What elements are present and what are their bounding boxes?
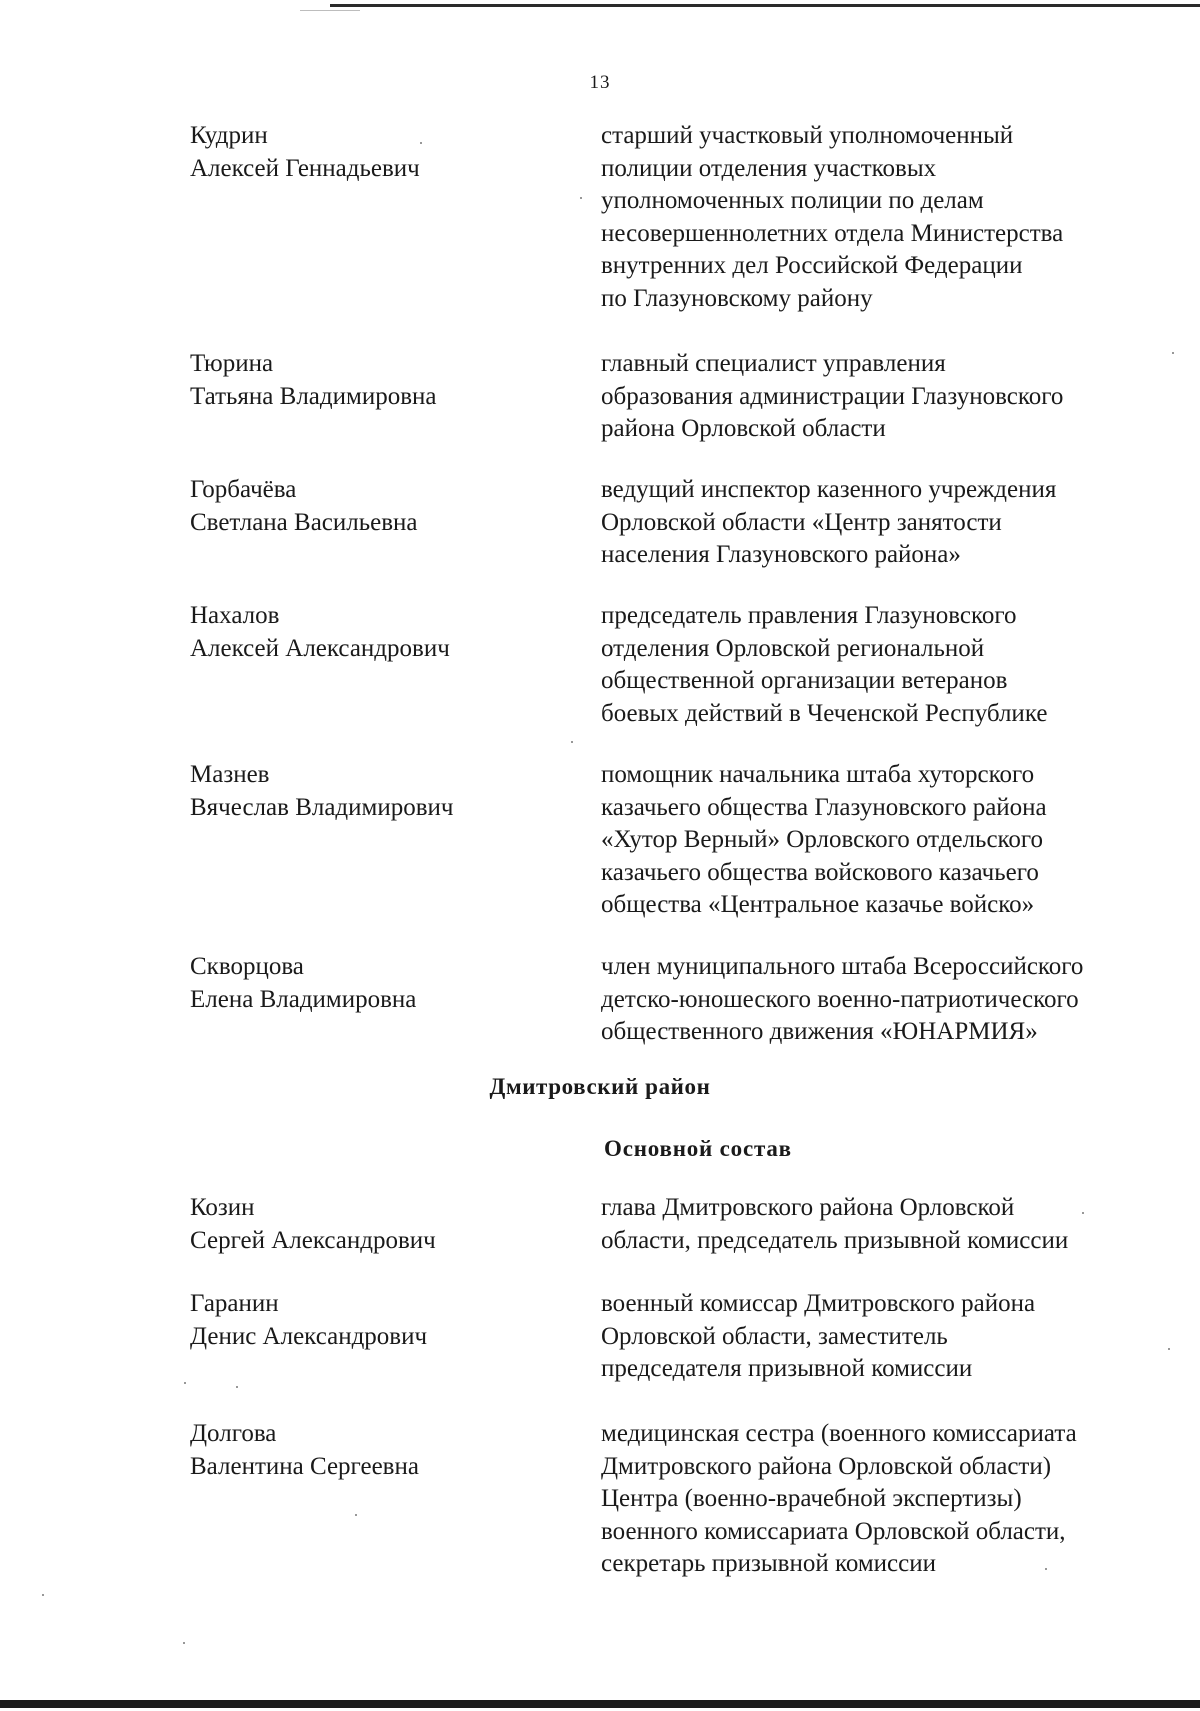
member-name xyxy=(190,951,570,1016)
member-name xyxy=(190,1418,570,1483)
scan-speck xyxy=(580,197,582,199)
role-line: глава Дмитровского района Орловской xyxy=(601,1194,1015,1221)
member-role xyxy=(601,759,1181,922)
member-surname: Гаранин xyxy=(190,1290,279,1317)
role-line: боевых действий в Чеченской Республике xyxy=(601,699,1048,727)
page-number: 13 xyxy=(589,72,611,93)
member-surname: Тюрина xyxy=(190,350,274,377)
role-line: казачьего общества Глазуновского района xyxy=(601,793,1047,821)
role-line: военный комиссар Дмитровского района xyxy=(601,1290,1036,1317)
role-line: общественной организации ветеранов xyxy=(601,667,1008,694)
scan-speck xyxy=(420,142,422,144)
scan-speck xyxy=(1082,1212,1084,1214)
composition-heading: Основной состав xyxy=(604,1136,792,1161)
role-line: старший участковый уполномоченный xyxy=(601,122,1014,149)
role-line: общественного движения «ЮНАРМИЯ» xyxy=(601,1018,1038,1045)
member-name xyxy=(190,348,570,413)
role-line: член муниципального штаба Всероссийского xyxy=(601,953,1084,980)
member-given-names: Алексей Геннадьевич xyxy=(190,154,420,182)
role-line: уполномоченных полиции по делам xyxy=(601,187,984,214)
role-line: Орловской области, заместитель xyxy=(601,1322,948,1350)
role-line: главный специалист управления xyxy=(601,350,946,377)
member-surname: Кудрин xyxy=(190,122,268,149)
member-name xyxy=(190,759,570,824)
member-given-names: Елена Владимировна xyxy=(190,985,417,1013)
role-line: полиции отделения участковых xyxy=(601,154,937,182)
member-name xyxy=(190,474,570,539)
role-line: ведущий инспектор казенного учреждения xyxy=(601,476,1057,503)
member-given-names: Сергей Александрович xyxy=(190,1226,436,1254)
role-line: «Хутор Верный» Орловского отдельского xyxy=(601,826,1044,853)
member-role xyxy=(601,120,1181,315)
role-line: председатель правления Глазуновского xyxy=(601,602,1017,629)
member-name xyxy=(190,1288,570,1353)
scan-speck xyxy=(184,1382,186,1384)
role-line: помощник начальника штаба хуторского xyxy=(601,761,1035,788)
role-line: председателя призывной комиссии xyxy=(601,1355,973,1382)
role-line: области, председатель призывной комиссии xyxy=(601,1226,1069,1254)
scan-speck xyxy=(183,1642,185,1644)
member-role xyxy=(601,600,1181,730)
member-role xyxy=(601,1192,1181,1257)
top-scan-rule xyxy=(330,4,1200,7)
top-scan-rule-faint xyxy=(300,10,360,11)
member-name xyxy=(190,120,570,185)
role-line: внутренних дел Российской Федерации xyxy=(601,252,1023,279)
member-given-names: Денис Александрович xyxy=(190,1322,428,1350)
member-name xyxy=(190,1192,570,1257)
role-line: Дмитровского района Орловской области) xyxy=(601,1452,1052,1480)
member-given-names: Светлана Васильевна xyxy=(190,508,418,536)
member-role xyxy=(601,474,1181,572)
role-line: медицинская сестра (военного комиссариата xyxy=(601,1420,1077,1447)
role-line: несовершеннолетних отдела Министерства xyxy=(601,219,1064,247)
role-line: Орловской области «Центр занятости xyxy=(601,508,1002,536)
member-surname: Нахалов xyxy=(190,602,280,629)
scan-speck xyxy=(236,1386,238,1388)
member-role xyxy=(601,1418,1181,1581)
role-line: образования администрации Глазуновского xyxy=(601,382,1064,410)
member-surname: Горбачёва xyxy=(190,476,297,503)
role-line: района Орловской области xyxy=(601,415,886,442)
member-given-names: Вячеслав Владимирович xyxy=(190,793,454,821)
member-given-names: Татьяна Владимировна xyxy=(190,382,437,410)
scan-speck xyxy=(571,741,573,743)
member-surname: Мазнев xyxy=(190,761,270,788)
role-line: военного комиссариата Орловской области, xyxy=(601,1517,1066,1545)
member-surname: Козин xyxy=(190,1194,255,1221)
role-line: отделения Орловской региональной xyxy=(601,634,985,662)
role-line: детско-юношеского военно-патриотического xyxy=(601,985,1079,1013)
bottom-scan-rule xyxy=(0,1700,1200,1708)
member-given-names: Валентина Сергеевна xyxy=(190,1452,419,1480)
member-given-names: Алексей Александрович xyxy=(190,634,450,662)
scan-speck xyxy=(1172,352,1174,354)
member-surname: Долгова xyxy=(190,1420,277,1447)
role-line: общества «Центральное казачье войско» xyxy=(601,891,1035,918)
scan-speck xyxy=(42,1594,44,1596)
role-line: населения Глазуновского района» xyxy=(601,541,961,568)
role-line: Центра (военно-врачебной экспертизы) xyxy=(601,1485,1022,1512)
scan-speck xyxy=(355,1514,357,1516)
role-line: секретарь призывной комиссии xyxy=(601,1550,937,1577)
role-line: казачьего общества войскового казачьего xyxy=(601,858,1039,886)
scan-speck xyxy=(1168,1348,1170,1350)
role-line: по Глазуновскому району xyxy=(601,284,873,312)
member-surname: Скворцова xyxy=(190,953,304,980)
member-role xyxy=(601,348,1181,446)
member-role xyxy=(601,951,1181,1049)
member-name xyxy=(190,600,570,665)
member-role xyxy=(601,1288,1181,1386)
scan-speck xyxy=(1045,1568,1047,1570)
district-heading: Дмитровский район xyxy=(489,1074,711,1099)
